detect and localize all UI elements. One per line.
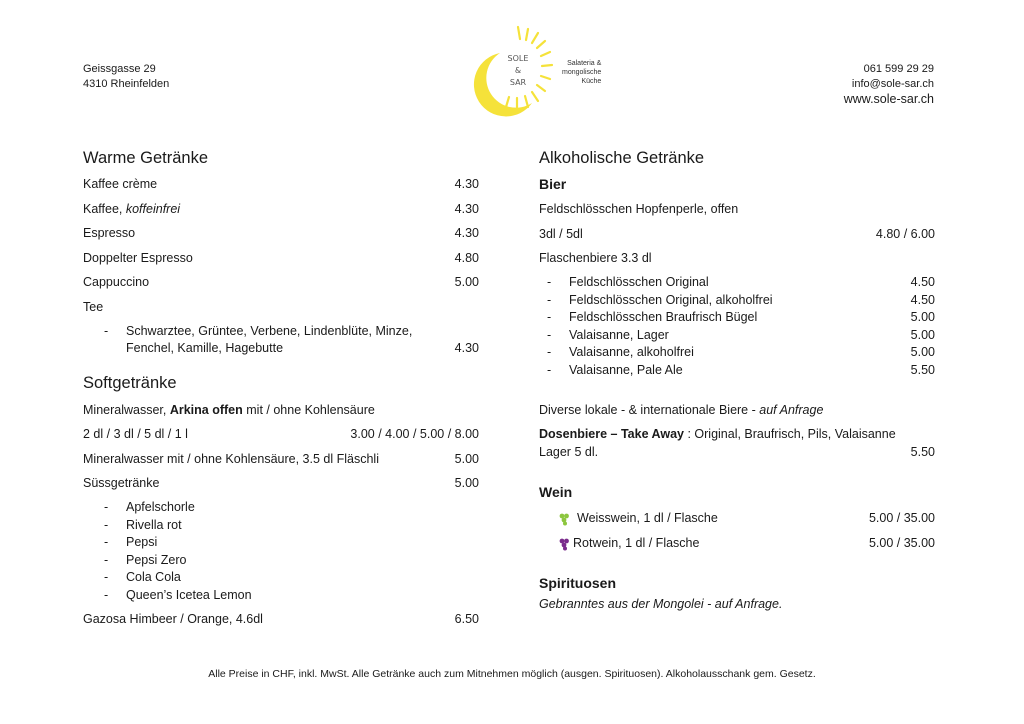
dosen-rest: : Original, Braufrisch, Pils, Valaisanne	[683, 427, 896, 441]
list-item: - Rivella rot	[104, 517, 182, 532]
diverse-biere	[539, 402, 935, 418]
dosenbiere	[539, 426, 935, 442]
menu-item-row	[83, 250, 479, 266]
item-name	[83, 201, 180, 217]
item-name: Doppelter Espresso	[83, 250, 193, 265]
list-item: - Schwarztee, Grüntee, Verbene, Lindenblüte, Minze,	[104, 323, 413, 338]
list-item: - Apfelschorle	[104, 500, 195, 514]
phone-number: 061 599 29 29	[863, 63, 934, 75]
purple-grape-icon	[559, 537, 571, 551]
list-item-label: Pepsi Zero	[126, 552, 187, 567]
item-name: Espresso	[83, 226, 136, 240]
rotwein-label: Rotwein, 1 dl / Flasche	[573, 536, 700, 550]
item-price: 4.30	[454, 201, 479, 216]
mineral-offen	[83, 402, 479, 418]
item-name: Cappuccino	[83, 275, 150, 289]
list-item	[83, 340, 479, 358]
item-name: 3dl / 5dl	[539, 226, 583, 241]
list-item: - Feldschlösschen Original 4.50	[539, 274, 935, 292]
list-item: - Valaisanne, alkoholfrei 5.00	[539, 344, 935, 362]
item-price: 4.30	[454, 177, 479, 191]
flaschenbiere-list	[539, 274, 935, 379]
green-grape-icon	[559, 512, 571, 526]
item-price: 5.50	[910, 445, 935, 459]
mineral-prefix: Mineralwasser,	[83, 402, 170, 417]
item-price: 5.00	[910, 327, 935, 342]
spirituosen-title: Spirituosen	[539, 575, 617, 591]
flaschenbiere-label: Flaschenbiere 3.3 dl	[539, 251, 652, 265]
list-item: - Queen’s Icetea Lemon	[104, 587, 252, 602]
tee-list	[83, 323, 479, 358]
item-price: 5.00	[910, 345, 935, 359]
item-price: 5.00	[454, 275, 479, 289]
tee-label: Tee	[83, 299, 104, 314]
list-item-label: Rivella rot	[126, 517, 182, 532]
item-price: 5.00 / 35.00	[868, 536, 935, 550]
item-price: 4.80	[454, 250, 479, 265]
item-price: 5.00 / 35.00	[868, 511, 935, 525]
wein-title: Wein	[539, 484, 573, 500]
tagline-line-1: Salateria &	[567, 60, 602, 67]
menu-item-row	[83, 451, 479, 467]
mineral-bold: Arkina offen	[169, 402, 243, 417]
menu-item-row	[539, 226, 935, 242]
menu-item-row	[539, 444, 935, 460]
item-name	[539, 510, 718, 526]
item-price: 5.00	[910, 310, 935, 324]
svg-text:SOLE: SOLE	[507, 54, 529, 63]
suess-list	[83, 499, 479, 604]
email-address: info@sole-sar.ch	[851, 78, 934, 90]
spirituosen-text: Gebranntes aus der Mongolei - auf Anfrage.	[539, 597, 783, 611]
list-item-label: Queen’s Icetea Lemon	[126, 587, 252, 602]
left-column	[83, 147, 479, 627]
logo	[470, 25, 610, 125]
list-item-label: Apfelschorle	[126, 500, 195, 514]
menu-item-row	[83, 475, 479, 491]
list-item-label: Valaisanne, Pale Ale	[569, 362, 683, 377]
item-name	[539, 535, 699, 551]
right-column	[539, 147, 935, 612]
diverse-plain: Diverse lokale - & internationale Biere -	[539, 403, 760, 417]
item-price: 3.00 / 4.00 / 5.00 / 8.00	[350, 427, 479, 441]
menu-item-row	[83, 201, 479, 217]
menu-item-row	[83, 611, 479, 627]
tagline-line-2: mongolische	[562, 69, 602, 76]
menu-item-row	[83, 176, 479, 192]
item-price: 4.50	[910, 275, 935, 289]
contact-block	[844, 62, 934, 107]
tee-line-1: Schwarztee, Grüntee, Verbene, Lindenblüte, Minze,	[126, 323, 413, 338]
item-price: 6.50	[454, 612, 479, 626]
item-name-italic: koffeinfrei	[125, 201, 181, 216]
list-item: - Feldschlösschen Original, alkoholfrei 4.50	[539, 292, 935, 310]
item-price: 5.00	[454, 451, 479, 466]
weisswein-row	[539, 510, 935, 526]
bier-title: Bier	[539, 176, 567, 192]
list-item-label: Valaisanne, alkoholfrei	[569, 345, 694, 359]
item-price: 4.30	[454, 341, 479, 355]
item-price: 4.50	[910, 292, 935, 307]
tagline-line-3: Küche	[581, 78, 602, 85]
item-name: Kaffee crème	[83, 177, 158, 191]
item-price: 5.50	[910, 362, 935, 377]
menu-item-row	[83, 426, 479, 442]
list-item: - Pepsi	[104, 535, 158, 549]
address-street: Geissgasse 29	[83, 63, 156, 75]
list-item-label: Cola Cola	[126, 570, 181, 584]
list-item: - Feldschlösschen Braufrisch Bügel 5.00	[539, 309, 935, 327]
svg-text:&: &	[514, 66, 522, 75]
tee-line-2: Fenchel, Kamille, Hagebutte	[126, 341, 284, 355]
softgetraenke-title: Softgetränke	[83, 373, 177, 392]
footer-note: Alle Preise in CHF, inkl. MwSt. Alle Getränke auch zum Mitnehmen möglich (ausgen. Spirituosen). Alkoholausschank gem. Gesetz.	[208, 668, 816, 680]
tagline	[562, 59, 601, 86]
list-item-label: Pepsi	[126, 535, 158, 549]
warme-getraenke-title: Warme Getränke	[83, 149, 209, 167]
svg-text:SAR: SAR	[509, 78, 527, 87]
list-item: - Pepsi Zero	[104, 552, 187, 567]
list-item: - Valaisanne, Pale Ale 5.50	[539, 362, 935, 380]
mineral-suffix: mit / ohne Kohlensäure	[242, 402, 375, 417]
item-price: 5.00	[454, 476, 479, 490]
list-item: - Valaisanne, Lager 5.00	[539, 327, 935, 345]
list-item: - Cola Cola	[104, 570, 181, 584]
diverse-italic: auf Anfrage	[759, 403, 824, 417]
list-item-label: Feldschlösschen Original, alkoholfrei	[569, 292, 773, 307]
hopfenperle: Feldschlösschen Hopfenperle, offen	[539, 202, 739, 216]
website-link: www.sole-sar.ch	[843, 92, 934, 106]
list-item-label: Feldschlösschen Original	[569, 275, 709, 289]
item-name: Gazosa Himbeer / Orange, 4.6dl	[83, 612, 263, 626]
address-block	[83, 62, 169, 92]
menu-item-row	[83, 274, 479, 290]
dosen-bold: Dosenbiere – Take Away	[539, 427, 684, 441]
item-price: 4.30	[454, 226, 479, 240]
item-price: 4.80 / 6.00	[875, 226, 935, 241]
list-item-label: Valaisanne, Lager	[569, 327, 669, 342]
item-name: Lager 5 dl.	[539, 445, 599, 459]
item-name: 2 dl / 3 dl / 5 dl / 1 l	[83, 427, 188, 441]
address-city: 4310 Rheinfelden	[83, 78, 170, 90]
weisswein-label: Weisswein, 1 dl / Flasche	[577, 511, 718, 525]
rotwein-row	[539, 535, 935, 551]
list-item-label: Feldschlösschen Braufrisch Bügel	[569, 310, 758, 324]
menu-item-row	[83, 225, 479, 241]
item-name-plain: Kaffee,	[83, 201, 126, 216]
item-name: Mineralwasser mit / ohne Kohlensäure, 3.5 dl Fläschli	[83, 451, 379, 466]
alkoholische-getraenke-title: Alkoholische Getränke	[539, 149, 705, 167]
item-name: Süssgetränke	[83, 476, 160, 490]
